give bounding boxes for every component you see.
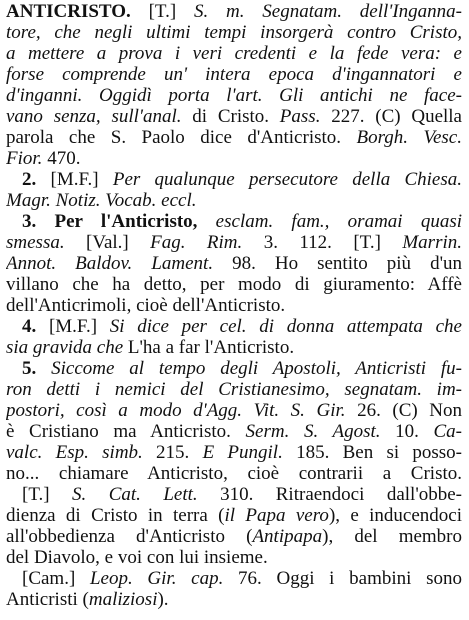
citation-text: all'obbedienza d'Anticristo ( <box>6 526 253 547</box>
gloss-text: Antipapa <box>252 526 323 547</box>
entry-line-21 <box>6 421 462 442</box>
entry-line-1 <box>6 1 462 22</box>
entry-line-22 <box>6 442 462 463</box>
source-ref: Ca- <box>433 421 462 442</box>
entry-line-7 <box>6 127 462 148</box>
entry-line-24 <box>22 484 462 505</box>
tag-t: [T.] <box>22 484 50 505</box>
definition-text: Si dice per cel. di donna attempata che <box>109 316 462 337</box>
entry-line-2 <box>6 22 462 43</box>
citation-text: 10. <box>380 421 434 442</box>
definition-text: vano senza, sull'anal. <box>6 106 182 127</box>
entry-line-25 <box>6 505 462 526</box>
entry-line-23 <box>6 463 462 484</box>
source-ref: Magr. Notiz. Vocab. eccl. <box>6 190 197 211</box>
source-ref: Annot. Baldov. Lament. <box>6 253 214 274</box>
entry-line-26 <box>6 526 462 547</box>
citation-text: L'ha a far l'Anticristo. <box>123 337 295 358</box>
entry-line-14 <box>6 274 462 295</box>
entry-line-10 <box>6 190 462 211</box>
source-ref: S. Cat. Lett. <box>49 484 198 505</box>
source-ref: E Pungil. <box>202 442 283 463</box>
entry-line-6 <box>6 106 462 127</box>
definition-text: Segnatam. dell'Inganna- <box>244 1 462 22</box>
definition-text: sia gravida che <box>6 337 124 358</box>
citation-text: 470. <box>42 148 81 169</box>
source-ref: Fior. <box>6 148 43 169</box>
sense-number: 2. <box>22 169 37 190</box>
gloss-text: il Papa vero <box>224 505 329 526</box>
definition-text: postori, così a modo d'Agg. Vit. S. Gir. <box>6 400 346 421</box>
citation-text: 98. Ho sentito più d'un <box>213 253 462 274</box>
definition-text: ron detti i nemici del Cristianesimo, segnatam. im- <box>6 379 462 400</box>
sense-3 <box>22 211 462 232</box>
definition-text: d'inganni. Oggidì porta l'art. Gli antichi ne face- <box>6 85 462 106</box>
entry-line-13 <box>6 253 462 274</box>
citation-text: ), del membro <box>322 526 462 547</box>
phrase-heading: Per l'Anticristo, <box>36 211 198 232</box>
source-ref: Fag. Rim. <box>150 232 243 253</box>
gloss-text: maliziosi <box>88 589 158 610</box>
citation-text: villano che ha detto, per modo di giuramento: Affè <box>6 274 462 295</box>
source-ref: Pass. <box>279 106 321 127</box>
sense-4 <box>22 316 462 337</box>
sense-number: 5. <box>22 358 37 379</box>
tag-t: [T.] <box>353 232 381 253</box>
entry-line-12 <box>6 232 462 253</box>
citation-text: 227. (C) Quella <box>320 106 462 127</box>
headword: ANTICRISTO. <box>6 1 131 22</box>
definition-text: esclam. fam., oramai quasi <box>197 211 462 232</box>
citation-text: dell'Anticrimoli, cioè dell'Anticristo. <box>6 295 286 316</box>
entry-line-29 <box>6 589 462 610</box>
source-ref: Marrin. <box>380 232 462 253</box>
entry-line-4 <box>6 64 462 85</box>
tag-mf: [M.F.] <box>36 316 110 337</box>
definition-text: smessa. <box>6 232 65 253</box>
citation-text: 3. 112. <box>242 232 354 253</box>
citation-text: ). <box>157 589 169 610</box>
source-ref: Borgh. Vesc. <box>356 127 462 148</box>
citation-text: dienza di Cristo in terra ( <box>6 505 225 526</box>
entry-line-27 <box>6 547 462 568</box>
definition-text: tore, che negli ultimi tempi insorgerà contro Cristo, <box>6 22 462 43</box>
grammar-note: S. m. <box>193 1 245 22</box>
tag-mf: [M.F.] <box>36 169 113 190</box>
entry-line-5 <box>6 85 462 106</box>
citation-text: 76. Oggi i bambini sono <box>223 568 462 589</box>
citation-text: di Cristo. <box>181 106 280 127</box>
entry-line-20 <box>6 400 462 421</box>
citation-text: 26. (C) Non <box>345 400 462 421</box>
entry-line-28 <box>22 568 462 589</box>
definition-text: Per qualunque persecutore della Chiesa. <box>112 169 462 190</box>
entry-line-8 <box>6 148 462 169</box>
citation-text: è Cristiano ma Anticristo. <box>6 421 246 442</box>
citation-text: 215. <box>142 442 203 463</box>
citation-text: parola che S. Paolo dice d'Anticristo. <box>6 127 357 148</box>
tag-t: [T.] <box>148 1 177 22</box>
definition-text: forse comprende un' intera epoca d'ingannatori e <box>6 64 462 85</box>
source-ref: Leop. Gir. cap. <box>75 568 224 589</box>
citation-text: Anticristi ( <box>6 589 89 610</box>
source-ref: Serm. S. Agost. <box>245 421 381 442</box>
citation-text: 310. Ritraendoci dall'obbe- <box>197 484 462 505</box>
source-ref: valc. Esp. simb. <box>6 442 143 463</box>
tag-cam: [Cam.] <box>22 568 76 589</box>
tag-val: [Val.] <box>64 232 151 253</box>
citation-text: 185. Ben si posso- <box>282 442 462 463</box>
citation-text: no... chiamare Anticristo, cioè contrarii a Cristo. <box>6 463 462 484</box>
sense-2 <box>22 169 462 190</box>
entry-line-15 <box>6 295 462 316</box>
entry-line-19 <box>6 379 462 400</box>
sense-5 <box>22 358 462 379</box>
entry-line-3 <box>6 43 462 64</box>
sense-number: 3. <box>22 211 37 232</box>
citation-text: del Diavolo, e voi con lui insieme. <box>6 547 268 568</box>
citation-text: ), e inducendoci <box>328 505 462 526</box>
sense-number: 4. <box>22 316 37 337</box>
entry-line-17 <box>6 337 462 358</box>
definition-text: a mettere a prova i veri credenti e la fede vera: e <box>6 43 462 64</box>
definition-text: Siccome al tempo degli Apostoli, Anticristi fu- <box>36 358 462 379</box>
